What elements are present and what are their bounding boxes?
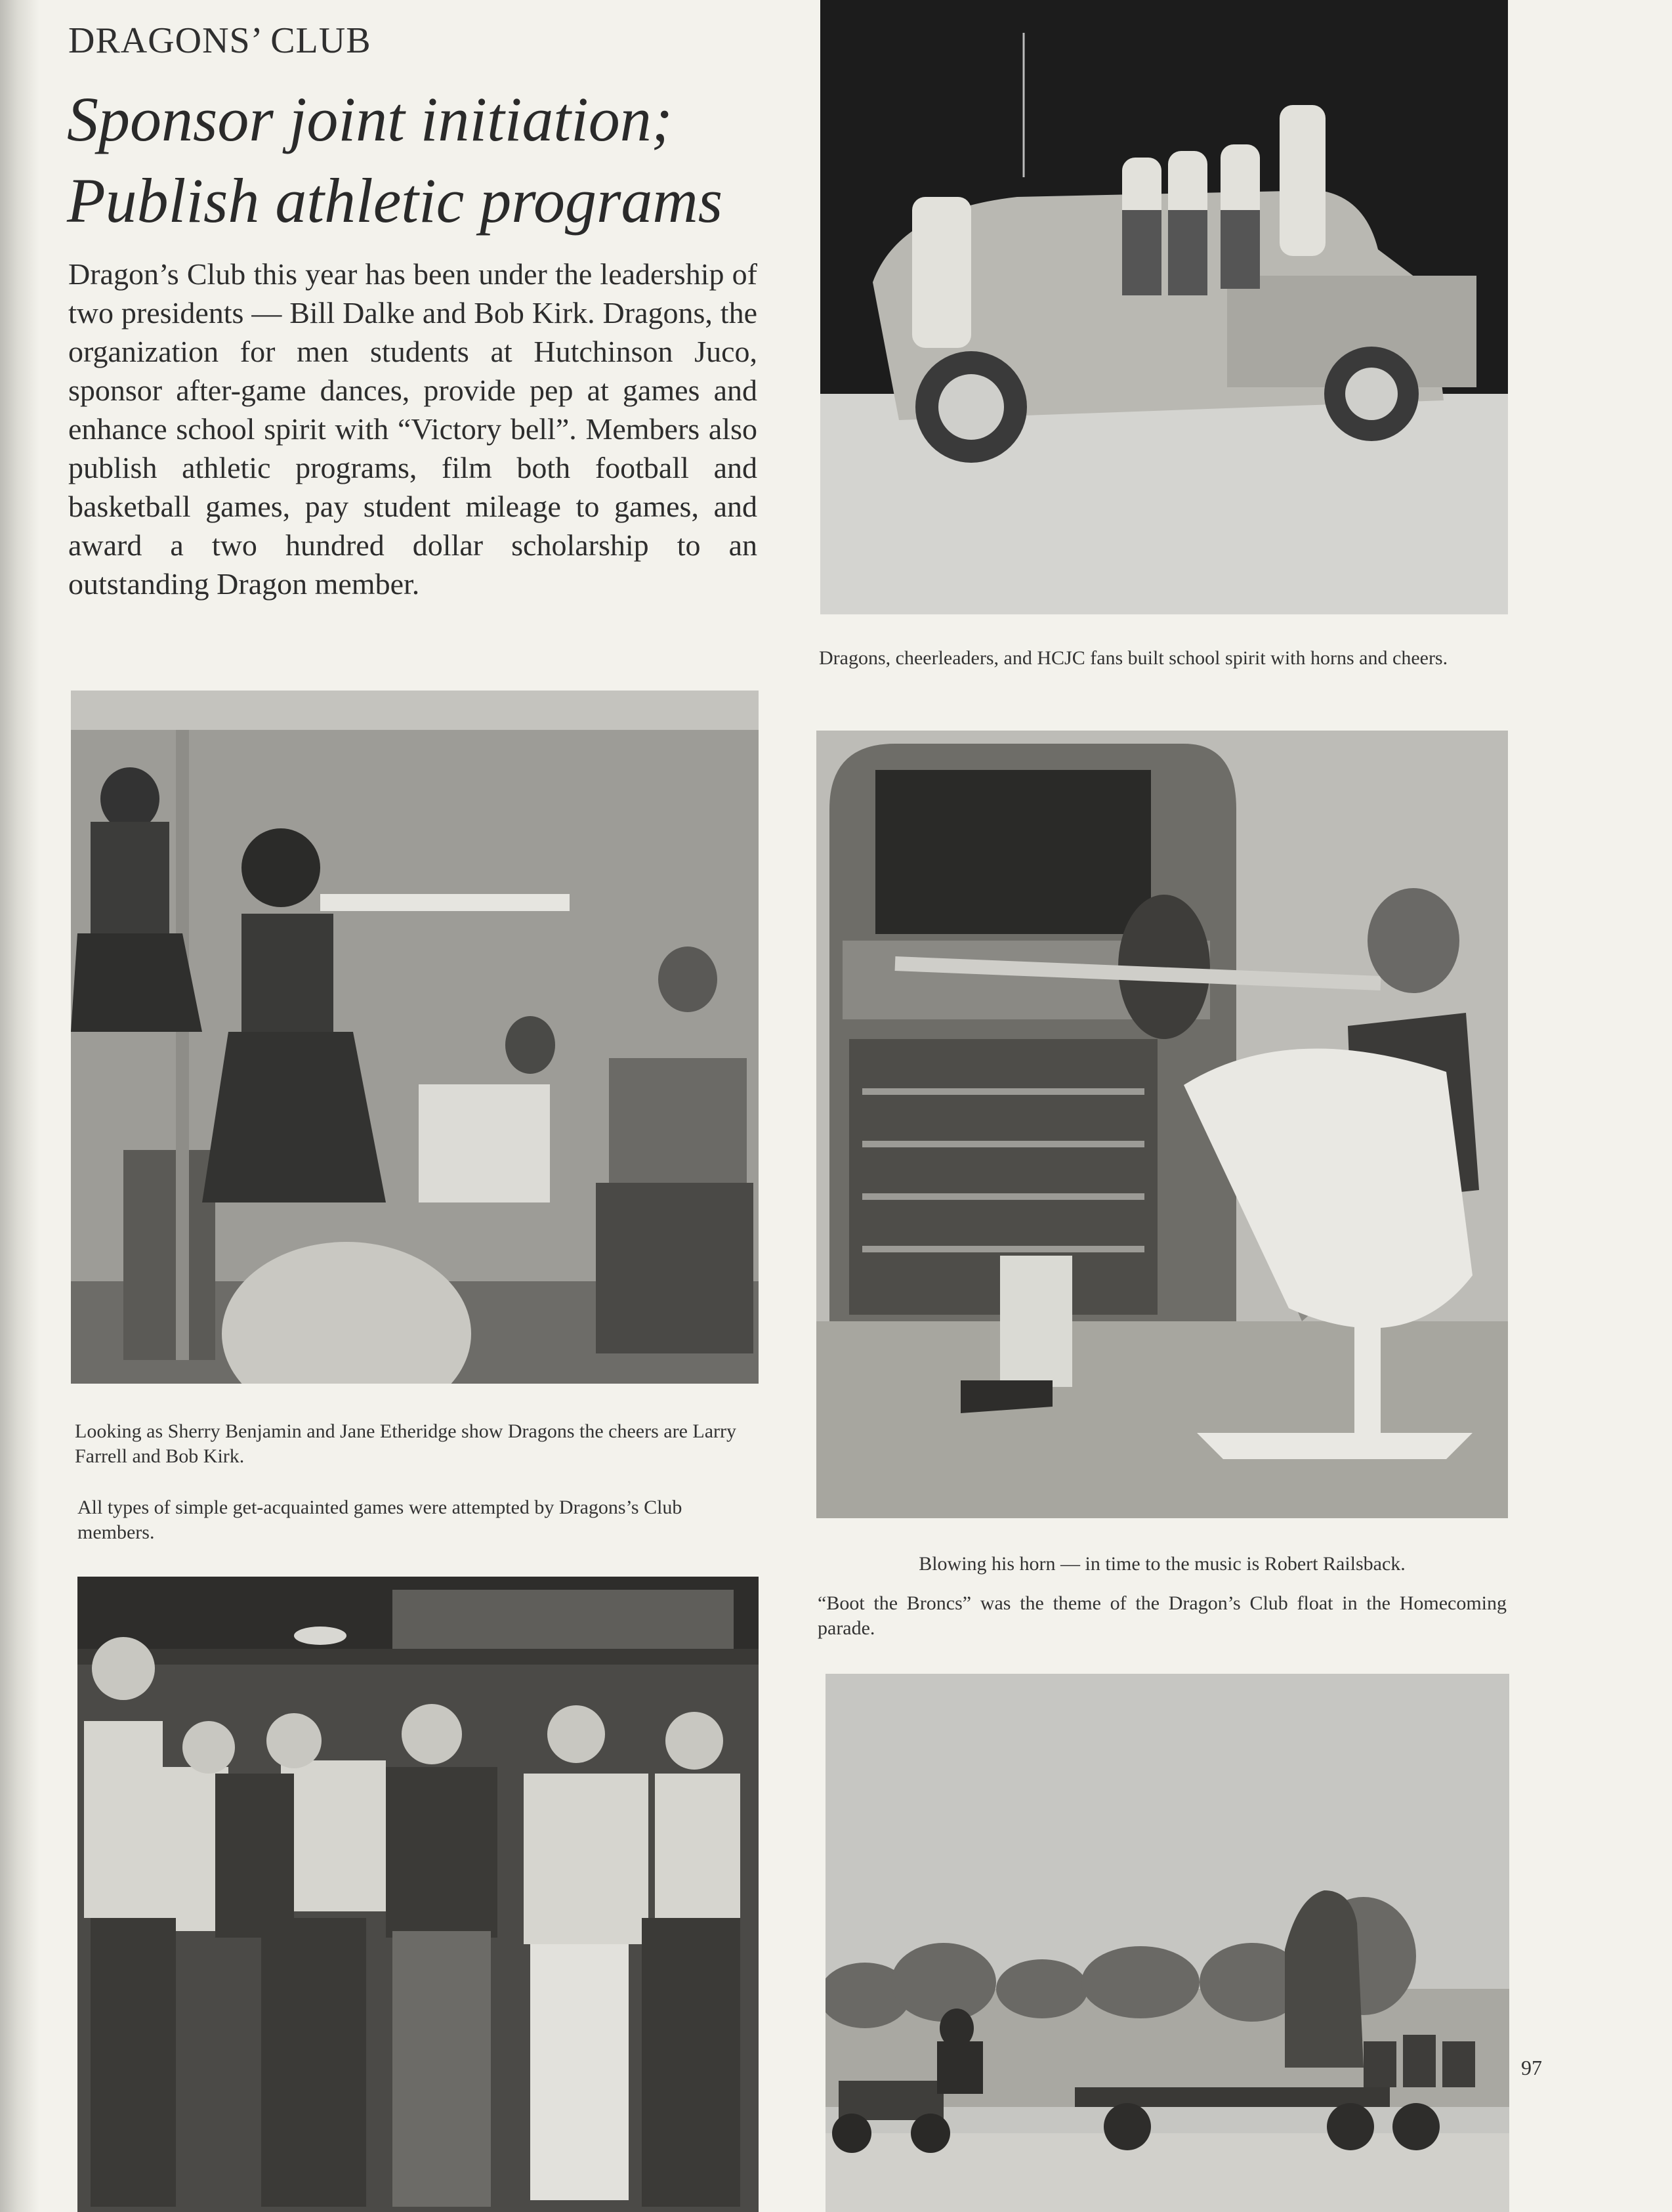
page-number: 97 bbox=[1521, 2056, 1542, 2079]
photo-homecoming-float bbox=[826, 1674, 1509, 2212]
caption-games: All types of simple get-acquainted games were attempted by Dragons’s Club members. bbox=[77, 1497, 682, 1543]
caption-truck: Dragons, cheerleaders, and HCJC fans built school spirit with horns and cheers. bbox=[819, 647, 1448, 669]
photo-cheerleaders bbox=[71, 691, 759, 1384]
article-body: Dragon’s Club this year has been under the leadership of two presidents — Bill Dalke and Bob Kirk. Dragons, the organization for men students at Hutchinson Juco, sponsor after-game dances, provide pep at games and enhance school spirit with “Victory bell”. Members also publish athletic programs, film both football and basketball games, pay student mileage to games, and award a two hundred dollar scholarship to an outstanding Dragon member. bbox=[68, 257, 757, 601]
caption-horn: Blowing his horn — in time to the music is Robert Railsback. bbox=[919, 1553, 1406, 1575]
book-spine-shadow bbox=[0, 0, 39, 2212]
photo-jukebox-horn bbox=[816, 731, 1508, 1518]
headline-line-1: Sponsor joint initiation; bbox=[67, 84, 673, 154]
photo-group-games bbox=[77, 1577, 759, 2212]
caption-cheer: Looking as Sherry Benjamin and Jane Etheridge show Dragons the cheers are Larry Farrell and Bob Kirk. bbox=[75, 1420, 737, 1467]
headline-line-2: Publish athletic programs bbox=[67, 165, 723, 236]
section-label: DRAGONS’ CLUB bbox=[68, 20, 371, 61]
photo-truck-horns bbox=[820, 0, 1508, 614]
caption-float: “Boot the Broncs” was the theme of the Dragon’s Club float in the Homecoming parade. bbox=[818, 1592, 1507, 1639]
headline bbox=[67, 79, 789, 242]
